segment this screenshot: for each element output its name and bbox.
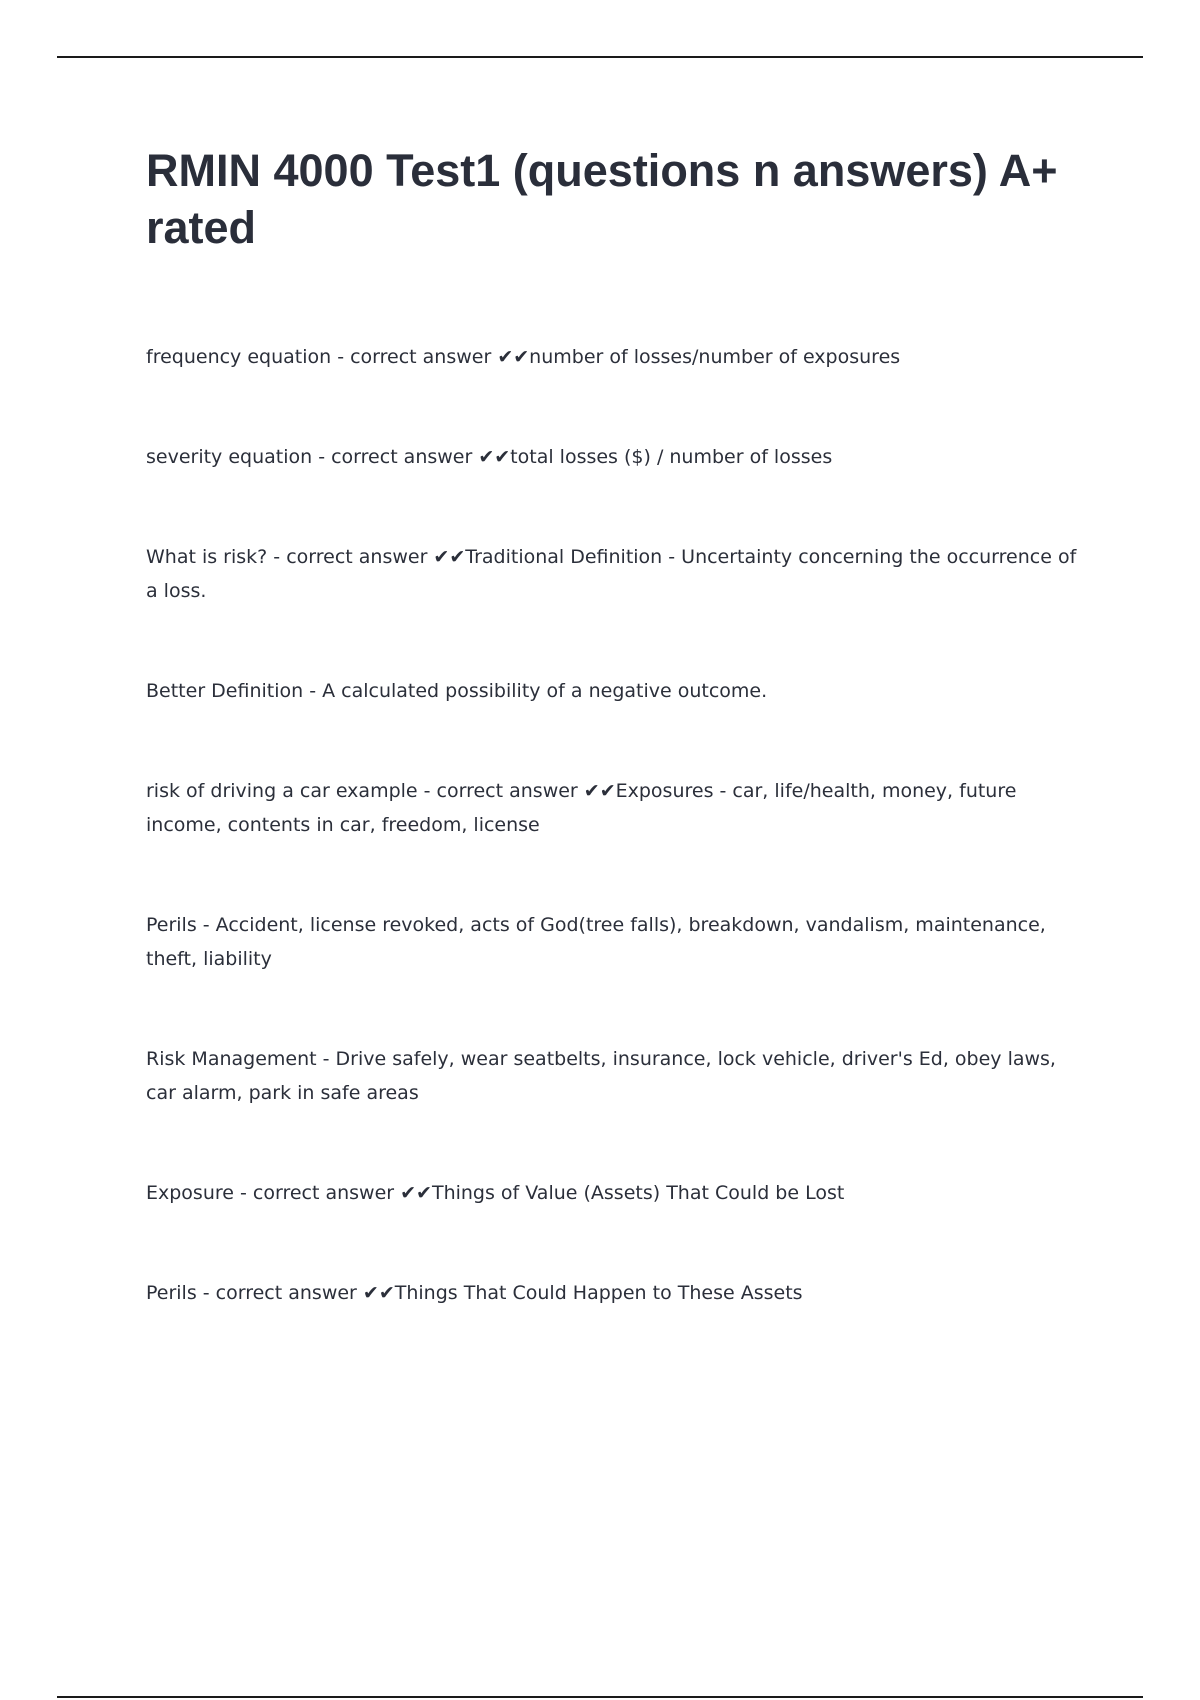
qa-entry-better-definition: Better Definition - A calculated possibility of a negative outcome. [146, 680, 768, 702]
page-top-rule [57, 56, 1143, 58]
document-body [146, 142, 1086, 1310]
qa-entry-risk-management: Risk Management - Drive safely, wear seatbelts, insurance, lock vehicle, driver's Ed, obey laws, car alarm, park in safe areas [146, 1048, 1056, 1104]
qa-entry-risk-of-driving: risk of driving a car example - correct answer ✔✔Exposures - car, life/health, money, future income, contents in car, freedom, license [146, 780, 1017, 836]
qa-entry-what-is-risk: What is risk? - correct answer ✔✔Traditional Definition - Uncertainty concerning the occurrence of a loss. [146, 546, 1077, 602]
qa-entry-severity-equation: severity equation - correct answer ✔✔total losses ($) / number of losses [146, 446, 833, 468]
qa-entry-frequency-equation: frequency equation - correct answer ✔✔number of losses/number of exposures [146, 346, 901, 368]
document-title: RMIN 4000 Test1 (questions n answers) A+ rated [146, 145, 1058, 253]
page-bottom-rule [57, 1696, 1143, 1698]
qa-entry-perils-list: Perils - Accident, license revoked, acts of God(tree falls), breakdown, vandalism, maintenance, theft, liability [146, 914, 1046, 970]
qa-entry-exposure: Exposure - correct answer ✔✔Things of Value (Assets) That Could be Lost [146, 1182, 845, 1204]
qa-entry-perils-definition: Perils - correct answer ✔✔Things That Could Happen to These Assets [146, 1282, 803, 1304]
qa-list [146, 340, 1086, 1310]
